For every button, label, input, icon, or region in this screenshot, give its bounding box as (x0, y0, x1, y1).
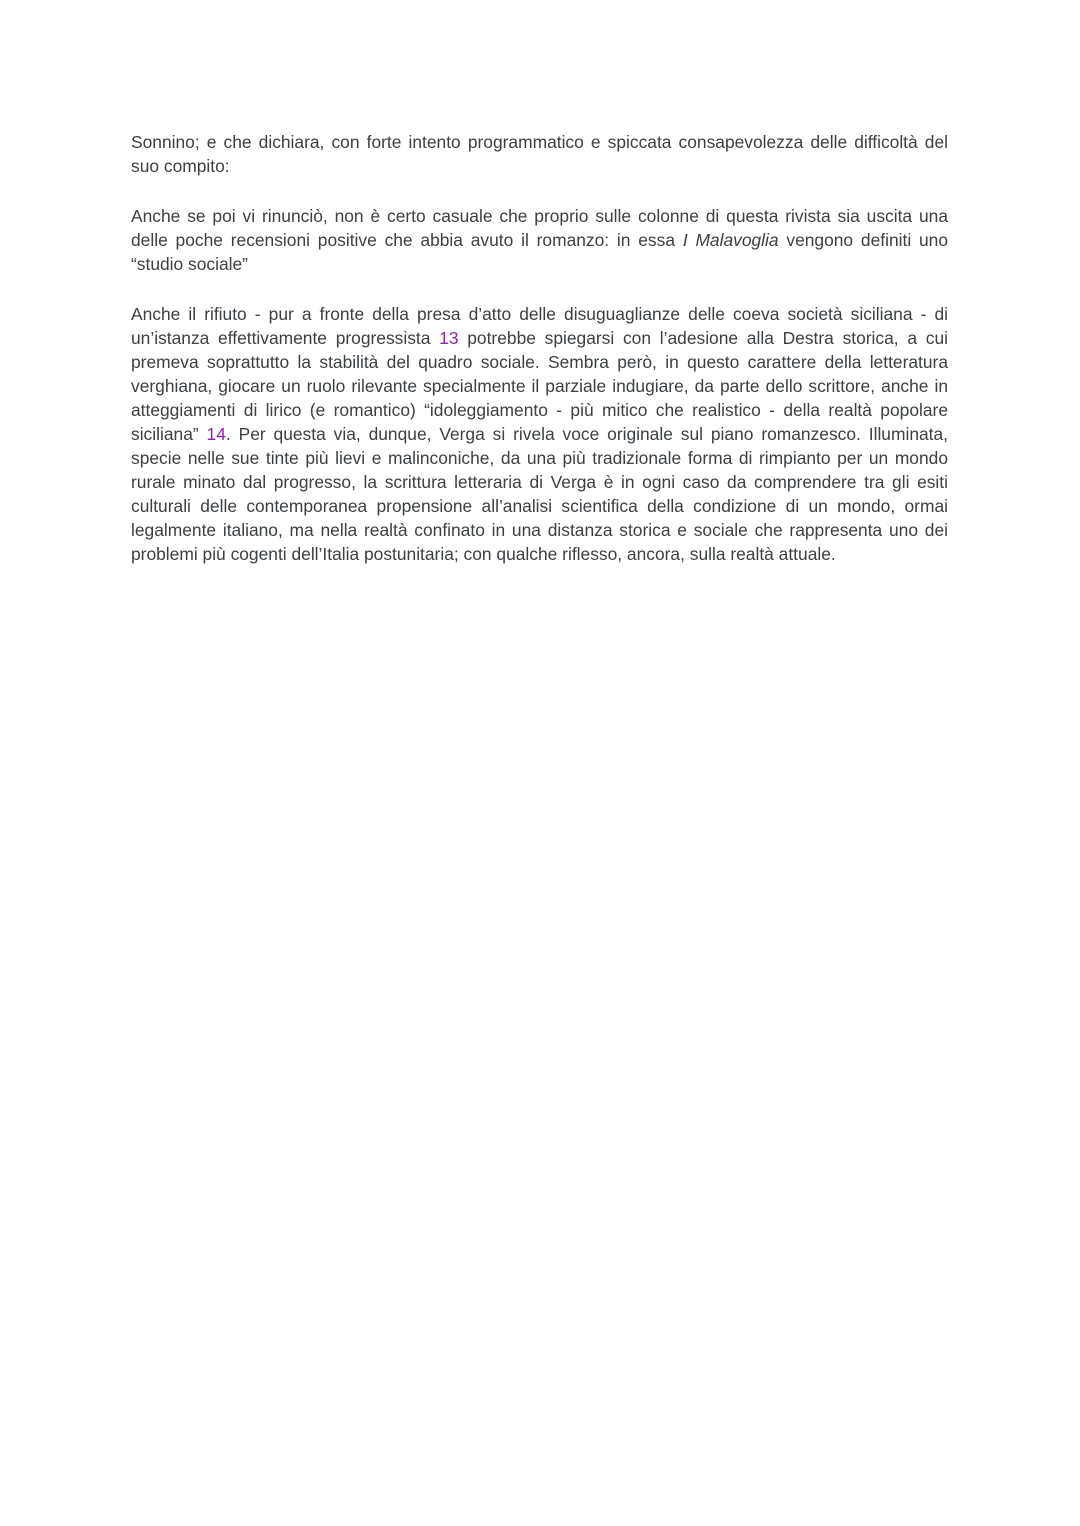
paragraph-1 (131, 130, 948, 178)
footnote-link-14[interactable]: 14 (206, 424, 226, 444)
novel-title-italic: I Malavoglia (682, 230, 779, 250)
paragraph-1-text: Sonnino; e che dichiara, con forte intento programmatico e spiccata consapevolezza delle difficoltà del suo compito: (131, 132, 948, 176)
paragraph-3-text-end: . Per questa via, dunque, Verga si rivela voce originale sul piano romanzesco. Illuminata, specie nelle sue tinte più lievi e malinconiche, da una più tradizionale forma di rimpianto per un mondo rurale minato dal progresso, la scrittura letteraria di Verga è in ogni caso da comprendere tra gli esiti culturali delle contemporanea propensione all’analisi scientifica della condizione di un mondo, ormai legalmente italiano, ma nella realtà confinato in una distanza storica e sociale che rappresenta uno dei problemi più cogenti dell’Italia postunitaria; con qualche riflesso, ancora, sulla realtà attuale. (131, 424, 949, 564)
paragraph-2 (131, 204, 948, 276)
paragraph-2-text-start: Anche se poi vi rinunciò, non è certo casuale che proprio sulle colonne di questa rivista sia uscita una delle poche recensioni positive che abbia avuto il romanzo: in essa (131, 206, 948, 250)
paragraph-3-text-start: Anche il rifiuto - pur a fronte della presa d’atto delle disuguaglianze delle coeva società siciliana - di un’istanza effettivamente progressista (131, 304, 948, 348)
paragraph-3 (131, 302, 948, 566)
document-body (131, 130, 948, 566)
footnote-link-13[interactable]: 13 (439, 328, 459, 348)
paragraph-2-text-end: vengono definiti uno “studio sociale” (131, 230, 948, 274)
paragraph-3-text-middle: potrebbe spiegarsi con l’adesione alla Destra storica, a cui premeva soprattutto la stabilità del quadro sociale. Sembra però, in questo carattere della letteratura verghiana, giocare un ruolo rilevante specialmente il parziale indugiare, da parte dello scrittore, anche in atteggiamenti di lirico (e romantico) “idoleggiamento - più mitico che realistico - della realtà popolare siciliana” (131, 328, 948, 444)
